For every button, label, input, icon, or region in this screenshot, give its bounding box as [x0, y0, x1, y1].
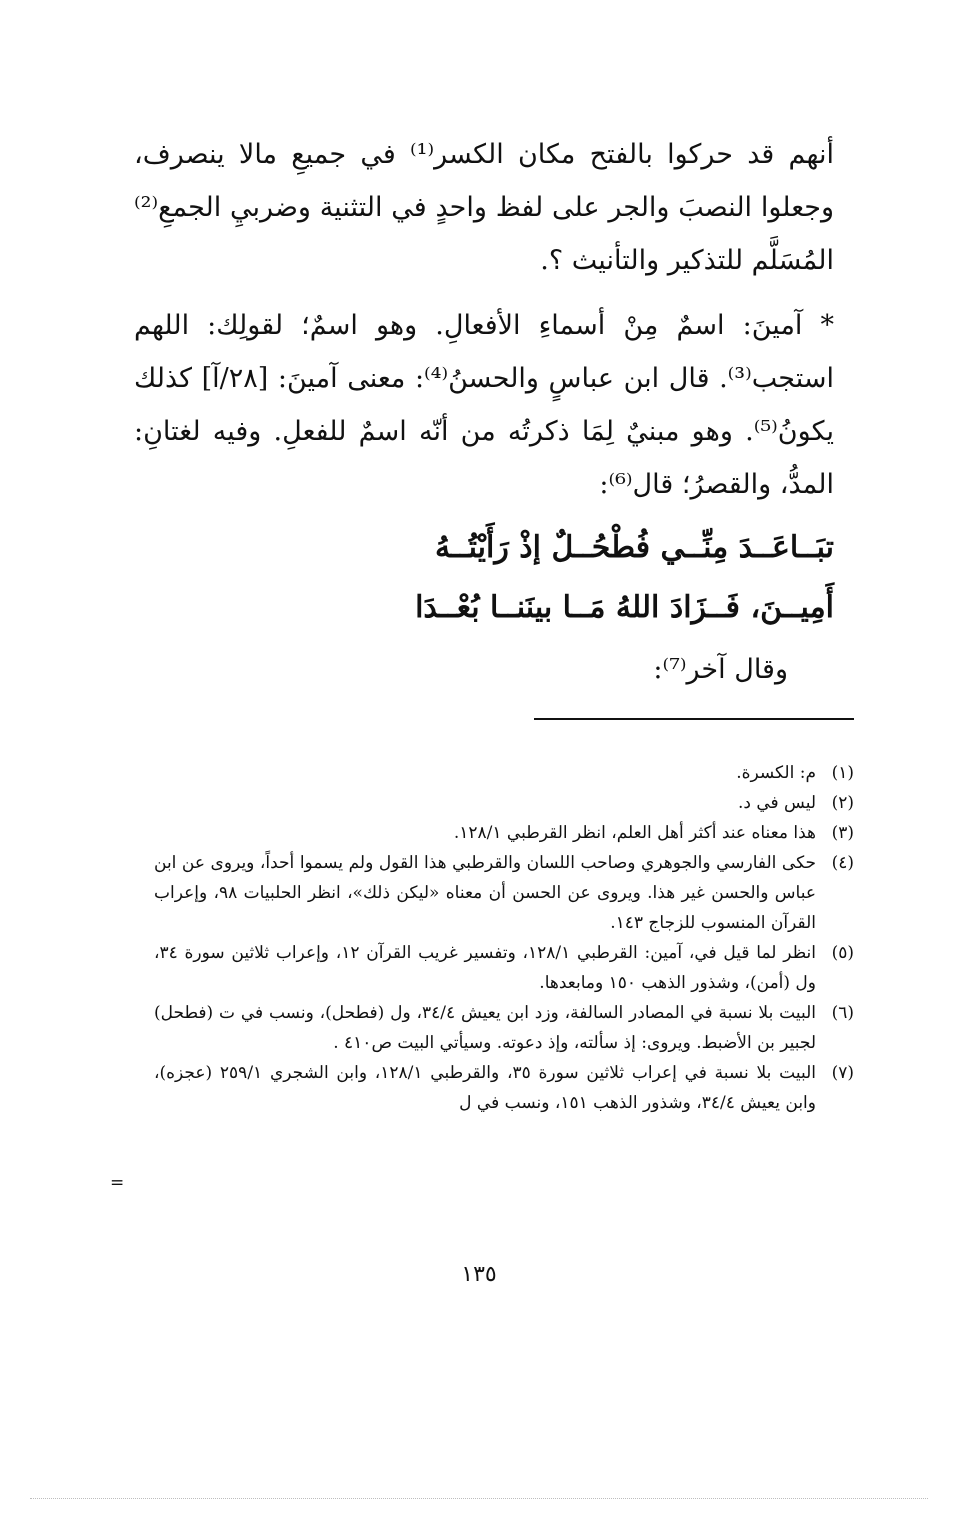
footnote — [154, 938, 854, 998]
verse-line: تبَــاعَــدَ مِنِّــي فُطْحُــلٌ إذْ رَأَيْتُــهُ — [434, 530, 834, 565]
footnote-number: (٢) — [831, 793, 854, 813]
footnote-number: (٣) — [831, 823, 854, 843]
footnote-text: البيت بلا نسبة في إعراب ثلاثين سورة ٣٥، والقرطبي ١٢٨/١، وابن الشجري ٢٥٩/١ (عجزه)، وابن يعيش ٣٤/٤، وشذور الذهب ١٥١، ونسب في ل — [154, 1063, 817, 1113]
footnote — [154, 788, 854, 818]
continuation-mark: = — [110, 1173, 125, 1193]
footnote-number: (١) — [831, 763, 854, 783]
footnote — [154, 1058, 854, 1118]
main-text-body — [134, 128, 834, 511]
footnote-text: حكى الفارسي والجوهري وصاحب اللسان والقرطبي هذا القول ولم يسموا أحداً، ويروى عن ابن عباس والحسن غير هذا. ويروى عن الحسن أن معناه «ليكن ذلك»، انظر الحلبيات ٩٨، وإعراب القرآن المنسوب للزجاج ١٤٣. — [154, 853, 816, 933]
page-number: ١٣٥ — [461, 1262, 497, 1287]
footnote-number: (٧) — [831, 1063, 854, 1083]
footnote — [154, 998, 854, 1058]
main-paragraph: * آمينَ: اسمٌ مِنْ أسماءِ الأفعالِ. وهو اسمٌ؛ لقولِك: اللهم استجب⁽³⁾. قال ابن عباسٍ والحسنُ⁽⁴⁾: معنى آمينَ: [٢٨/آ] كذلك يكونُ⁽⁵⁾. وهو مبنيٌ لِمَا ذكرتُه من أنّه اسمٌ للفعلِ. وفيه لغتانِ: المدُّ، والقصرُ؛ قال⁽⁶⁾: — [134, 310, 834, 500]
footnote-number: (٥) — [831, 943, 854, 963]
footnote — [154, 848, 854, 938]
footnote — [154, 758, 854, 788]
footnote-text: البيت بلا نسبة في المصادر السالفة، وزد ابن يعيش ٣٤/٤، ول (فطحل)، ونسب في ت (فطحل) لجبير بن الأضبط. ويروى: إذ سألته، وإذ دعوته. وسيأتي البيت ص٤١٠ . — [154, 1003, 816, 1053]
footnote-text: هذا معناه عند أكثر أهل العلم، انظر القرطبي ١٢٨/١. — [453, 823, 816, 843]
footnote — [154, 818, 854, 848]
footnotes-list — [154, 758, 854, 1118]
verse-intro-line: وقال آخر⁽⁷⁾: — [653, 654, 788, 685]
verse-line: أَمِيــنَ، فَــزَادَ اللهُ مَــا بينَنــا بُعْــدَا — [415, 590, 834, 625]
scan-artifact-divider — [30, 1498, 928, 1499]
footnote-number: (٤) — [831, 853, 854, 873]
footnote-text: ليس في د. — [737, 793, 816, 813]
footnote-divider — [534, 718, 854, 720]
footnote-text: م: الكسرة. — [736, 763, 816, 783]
footnote-number: (٦) — [831, 1003, 854, 1023]
footnote-text: انظر لما قيل في، آمين: القرطبي ١٢٨/١، وتفسير غريب القرآن ١٢، وإعراب ثلاثين سورة ٣٤، ول (أمن)، وشذور الذهب ١٥٠ ومابعدها. — [154, 943, 816, 993]
main-paragraph: أنهم قد حركوا بالفتح مكان الكسر⁽¹⁾ في جميعِ مالا ينصرف، وجعلوا النصبَ والجر على لفظ واحدٍ في التثنية وضربيِ الجمعِ⁽²⁾ المُسَلَّم للتذكير والتأنيث ؟. — [134, 139, 834, 276]
